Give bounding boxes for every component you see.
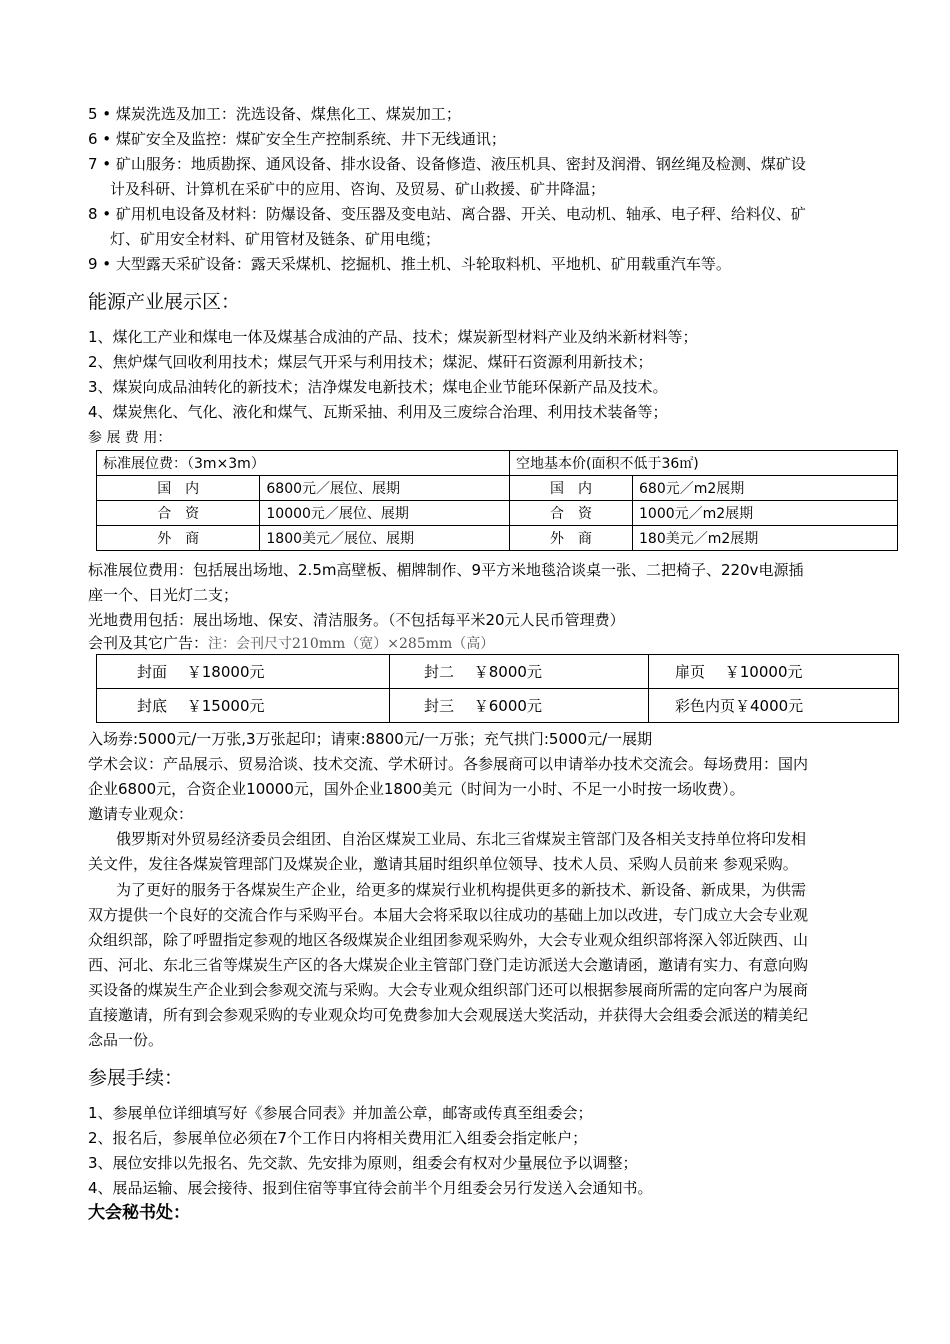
list-item: 9 • 大型露天采矿设备：露天采煤机、挖掘机、推土机、斗轮取料机、平地机、矿用载重汽车等。 bbox=[88, 255, 731, 273]
procedure-item: 4、展品运输、展会接待、报到住宿等事宜待会前半个月组委会另行发送入会通知书。 bbox=[88, 1179, 653, 1197]
table-header-cell: 空地基本价(面积不低于36㎡) bbox=[510, 451, 898, 476]
audience-title: 邀请专业观众： bbox=[88, 805, 194, 823]
table-cell: 外 商 bbox=[510, 526, 633, 551]
energy-item: 2、焦炉煤气回收利用技术；煤层气开采与利用技术；煤泥、煤矸石资源利用新技术； bbox=[88, 353, 653, 371]
table-cell: 180美元／m2展期 bbox=[633, 526, 898, 551]
ads-label-line bbox=[88, 633, 494, 654]
energy-item: 3、煤炭向成品油转化的新技术；洁净煤发电新技术；煤电企业节能环保新产品及技术。 bbox=[88, 378, 668, 396]
procedure-item: 2、报名后，参展单位必须在7个工作日内将相关费用汇入组委会指定帐户； bbox=[88, 1129, 588, 1147]
table-row bbox=[97, 655, 899, 689]
academic-line-cont: 企业6800元，合资企业10000元，国外企业1800美元（时间为一小时、不足一小时按一场收费）。 bbox=[88, 780, 745, 798]
fees-label: 参 展 费 用： bbox=[88, 430, 172, 446]
table-cell: 1000元／m2展期 bbox=[633, 501, 898, 526]
table-row bbox=[97, 476, 898, 501]
table-cell: 封底 ￥15000元 bbox=[97, 689, 390, 723]
section-title-energy: 能源产业展示区： bbox=[88, 291, 241, 313]
paragraph-line: 关文件，发往各煤炭管理部门及煤炭企业，邀请其届时组织单位领导、技术人员、采购人员前来 参观采购。 bbox=[88, 855, 798, 873]
list-item: 6 • 煤矿安全及监控：煤矿安全生产控制系统、井下无线通讯； bbox=[88, 130, 506, 148]
ads-note: 注：会刊尺寸210mm（宽）×285mm（高） bbox=[208, 636, 495, 652]
paragraph-line: 念品一份。 bbox=[88, 1031, 164, 1049]
list-item: 7 • 矿山服务：地质勘探、通风设备、排水设备、设备修造、液压机具、密封及润滑、钢丝绳及检测、煤矿设 bbox=[88, 155, 806, 173]
table-cell: 国 内 bbox=[97, 476, 260, 501]
standard-booth-note: 标准展位费用：包括展出场地、2.5m高壁板、楣牌制作、9平方米地毯洽谈桌一张、二把椅子、220v电源插 bbox=[88, 561, 804, 579]
table-cell: 合 资 bbox=[97, 501, 260, 526]
table-cell: 封二 ￥8000元 bbox=[390, 655, 649, 689]
ads-label: 会刊及其它广告： bbox=[88, 634, 209, 652]
energy-item: 1、煤化工产业和煤电一体及煤基合成油的产品、技术；煤炭新型材料产业及纳米新材料等； bbox=[88, 328, 698, 346]
academic-line: 学术会议：产品展示、贸易洽谈、技术交流、学术研讨。各参展商可以申请举办技术交流会。每场费用：国内 bbox=[88, 755, 809, 773]
table-cell: 封面 ￥18000元 bbox=[97, 655, 390, 689]
ads-table bbox=[96, 654, 899, 723]
standard-booth-note-cont: 座一个、日光灯二支； bbox=[88, 586, 239, 604]
space-fee-note: 光地费用包括：展出场地、保安、清洁服务。（不包括每平米20元人民币管理费） bbox=[88, 611, 625, 629]
list-item-continued: 灯、矿用安全材料、矿用管材及链条、矿用电缆； bbox=[110, 230, 441, 248]
table-row bbox=[97, 501, 898, 526]
list-item: 5 • 煤炭洗选及加工：洗选设备、煤焦化工、煤炭加工； bbox=[88, 105, 461, 123]
table-cell: 合 资 bbox=[510, 501, 633, 526]
paragraph-line: 众组织部，除了呼盟指定参观的地区各级煤炭企业组团参观采购外，大会专业观众组织部将深入邻近陕西、山 bbox=[88, 931, 809, 949]
paragraph-line: 为了更好的服务于各煤炭生产企业，给更多的煤炭行业机构提供更多的新技术、新设备、新成果，为供需 bbox=[116, 881, 807, 899]
procedure-item: 1、参展单位详细填写好《参展合同表》并加盖公章，邮寄或传真至组委会； bbox=[88, 1104, 593, 1122]
procedure-item: 3、展位安排以先报名、先交款、先安排为原则，组委会有权对少量展位予以调整； bbox=[88, 1154, 638, 1172]
booth-fee-table bbox=[96, 450, 898, 551]
table-cell: 彩色内页￥4000元 bbox=[649, 689, 899, 723]
paragraph-line: 双方提供一个良好的交流合作与采购平台。本届大会将采取以往成功的基础上加以改进，专门成立大会专业观 bbox=[88, 906, 809, 924]
table-row bbox=[97, 526, 898, 551]
paragraph-line: 买设备的煤炭生产企业到会参观交流与采购。大会专业观众组织部门还可以根据参展商所需的定向客户为展商 bbox=[88, 981, 809, 999]
table-row bbox=[97, 451, 898, 476]
section-title-procedures: 参展手续： bbox=[88, 1067, 184, 1089]
list-item-continued: 计及科研、计算机在采矿中的应用、咨询、及贸易、矿山救援、矿井降温； bbox=[110, 180, 606, 198]
table-cell: 扉页 ￥10000元 bbox=[649, 655, 899, 689]
energy-item: 4、煤炭焦化、气化、液化和煤气、瓦斯采抽、利用及三废综合治理、利用技术装备等； bbox=[88, 403, 668, 421]
tickets-line: 入场券:5000元/一万张,3万张起印；请柬:8800元/一万张；充气拱门:5000元/一展期 bbox=[88, 730, 653, 748]
table-cell: 国 内 bbox=[510, 476, 633, 501]
secretariat-title: 大会秘书处： bbox=[88, 1203, 190, 1223]
paragraph-line: 俄罗斯对外贸易经济委员会组团、自治区煤炭工业局、东北三省煤炭主管部门及各相关支持单位将印发相 bbox=[116, 830, 807, 848]
paragraph-line: 直接邀请，所有到会参观采购的专业观众均可免费参加大会观展送大奖活动，并获得大会组委会派送的精美纪 bbox=[88, 1006, 809, 1024]
table-cell: 6800元／展位、展期 bbox=[260, 476, 510, 501]
table-cell: 外 商 bbox=[97, 526, 260, 551]
paragraph-line: 西、河北、东北三省等煤炭生产区的各大煤炭企业主管部门登门走访派送大会邀请函，邀请有实力、有意向购 bbox=[88, 956, 809, 974]
table-cell: 1800美元／展位、展期 bbox=[260, 526, 510, 551]
table-cell: 封三 ￥6000元 bbox=[390, 689, 649, 723]
table-header-cell: 标准展位费：（3m×3m） bbox=[97, 451, 510, 476]
table-cell: 680元／m2展期 bbox=[633, 476, 898, 501]
table-row bbox=[97, 689, 899, 723]
table-cell: 10000元／展位、展期 bbox=[260, 501, 510, 526]
list-item: 8 • 矿用机电设备及材料：防爆设备、变压器及变电站、离合器、开关、电动机、轴承、电子秤、给料仪、矿 bbox=[88, 205, 806, 223]
